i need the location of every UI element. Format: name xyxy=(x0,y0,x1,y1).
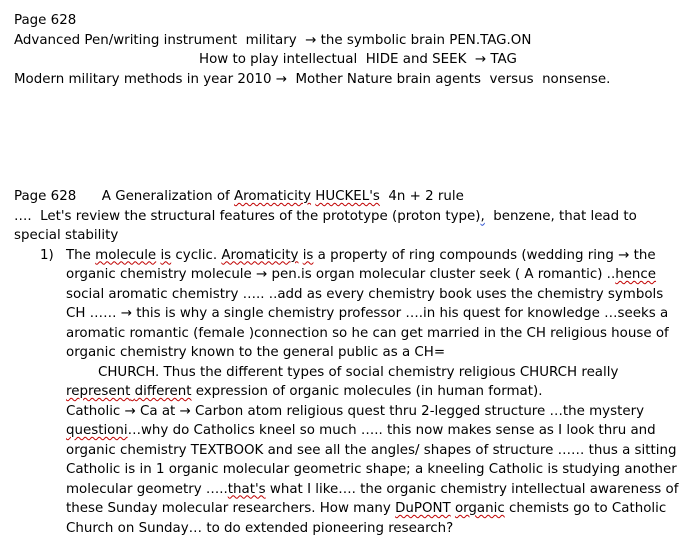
spell-flag-questioni: questioni xyxy=(66,423,128,438)
spell-flag-is: is xyxy=(160,247,172,263)
p2-text-e: what I like…. the organic chemistry intellectual awareness of these Sunday molecular researchers. How many xyxy=(66,481,679,516)
header-line-military: Modern military methods in year 2010 → Mother Nature brain agents versus nonsense. xyxy=(14,71,611,87)
p1-text-a: The xyxy=(66,247,96,263)
list-number: 1) xyxy=(40,247,54,263)
spell-flag-dupont: DuPONT xyxy=(395,501,451,516)
list-item-body xyxy=(66,246,682,538)
p1-text-e: cyclic. xyxy=(171,247,222,263)
p1-text-o: expression of organic molecules (in human format). xyxy=(191,384,543,399)
p1-text-k: social aromatic chemistry ….. ..add as every chemistry book uses the chemistry symbols CH …… → this is why a single chemistry professor ….in his quest for knowledge …seeks a aromatic romantic (female )connection so he can get married in the CH religious house of organic chemistry known to the general public as a CH= xyxy=(66,286,669,360)
spell-flag-represent: represent xyxy=(66,384,131,399)
spell-flag-aromaticity-2: Aromaticity xyxy=(221,247,299,263)
intro-line-2: special stability xyxy=(14,228,119,243)
spell-flag-thats: that's xyxy=(227,481,266,497)
spell-flag-is-2: is xyxy=(302,247,314,263)
paragraph-1 xyxy=(66,246,682,363)
p2-text-c: …why do Catholics kneel so much ….. this now makes sense as I look thru and organic chemistry TEXTBOOK and see all the angles/ shapes of structure …… thus a sitting Catholic is in 1 organic molecular geometric shape; a kneeling Catholic is studying another molecular geometry ….. xyxy=(66,423,677,497)
spell-flag-huckel: HUCKEL's xyxy=(315,189,380,204)
spell-flag-organic: organic xyxy=(454,501,505,516)
section-title xyxy=(14,187,682,207)
intro-text: …. Let's review the structural features of the prototype (proton type) xyxy=(14,208,481,224)
spell-flag-different: different xyxy=(134,384,192,399)
spell-flag-molecule: molecule xyxy=(95,247,157,263)
header-line-pen: Advanced Pen/writing instrument military → the symbolic brain PEN.TAG.ON xyxy=(14,32,532,48)
document-page xyxy=(14,11,682,538)
paragraph-1-church: CHURCH. Thus the different types of social chemistry religious CHURCH really xyxy=(98,364,619,380)
spell-flag-hence: hence xyxy=(615,267,657,282)
blank-gap xyxy=(14,89,682,187)
grammar-flag-comma: , xyxy=(480,208,485,224)
section-title-rule: 4n + 2 rule xyxy=(379,189,464,204)
paragraph-1-end xyxy=(66,382,682,402)
spell-flag-aromaticity: Aromaticity xyxy=(233,189,312,204)
numbered-list xyxy=(40,246,682,538)
paragraph-2 xyxy=(66,402,682,538)
p2-text-a: Catholic → Ca at → Carbon atom religious quest thru 2-legged structure …the mystery xyxy=(66,403,645,419)
intro-text-end: benzene, that lead to xyxy=(484,208,637,224)
header-page-number: Page 628 xyxy=(14,13,77,28)
p2-text-i: chemists go to Catholic Church on Sunday… to do extended pioneering research? xyxy=(66,501,667,536)
intro-line xyxy=(14,207,682,227)
header-line-hide-seek: How to play intellectual HIDE and SEEK → TAG xyxy=(199,52,517,67)
p1-text-i: a property of ring compounds (wedding ring → the organic chemistry molecule → pen.is organ molecular cluster seek ( A romantic) .. xyxy=(66,247,656,282)
section-title-text: Page 628 A Generalization of xyxy=(14,189,234,204)
